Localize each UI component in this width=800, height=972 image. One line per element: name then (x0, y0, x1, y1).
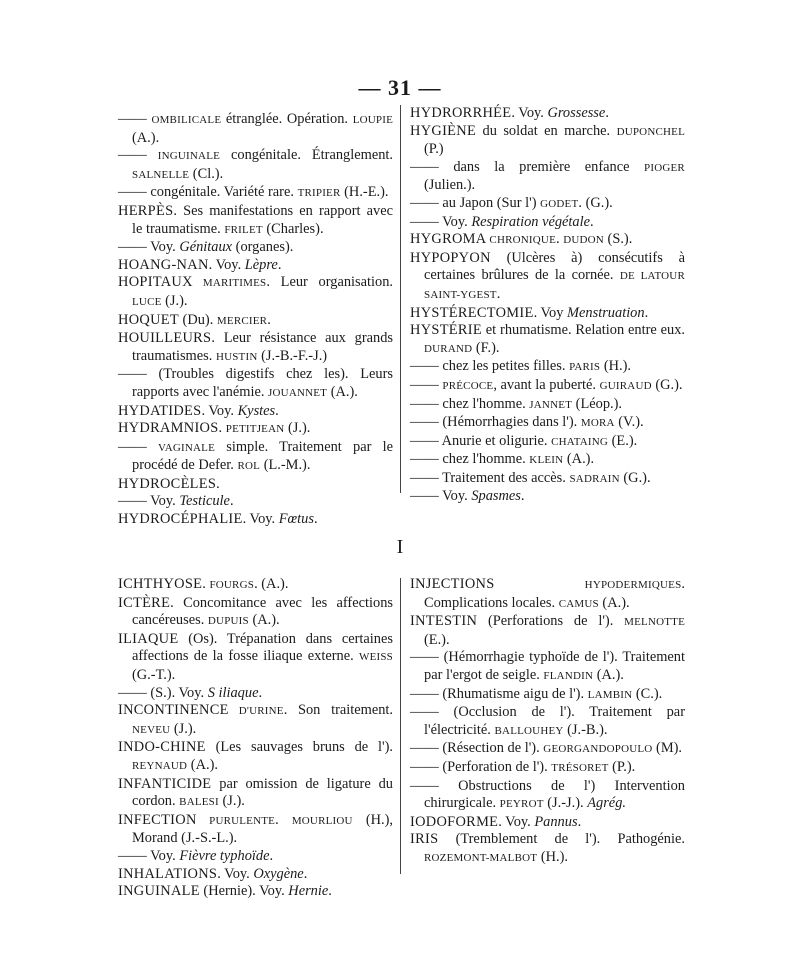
entry-headword: INJECTIONS (410, 576, 495, 592)
ditto-dash: —— (410, 649, 444, 666)
entry-text: (Ulcères à) consécutifs à certaines brûlures de la cornée. (424, 249, 685, 284)
entry-author: BALLOUHEY (494, 724, 564, 737)
entry-text-after: . (269, 847, 274, 864)
entry-headword: HOANG-NAN (118, 256, 209, 273)
entry-text-after: . (520, 488, 525, 505)
entry-text-after: . (G.). (578, 194, 613, 211)
index-entry (118, 493, 393, 511)
index-entry (410, 195, 685, 214)
entry-cross-reference: Pannus (534, 813, 578, 830)
entry-cross-reference: Génitaux (179, 239, 233, 256)
entry-text-after: (M). (652, 740, 683, 757)
entry-text-after: . (277, 256, 282, 273)
ditto-dash: —— (118, 111, 152, 127)
entry-text-after: (G.). (651, 376, 683, 393)
entry-cross-reference: Lèpre (244, 256, 278, 273)
entry-headword: HYSTÉRIE (410, 322, 482, 339)
entry-text-after: (L.-M.). (260, 457, 311, 474)
entry-headword: INFANTICIDE (118, 775, 212, 792)
ditto-dash: —— (118, 847, 151, 864)
index-entry (118, 111, 393, 147)
entry-text-after: (J.). (170, 720, 197, 737)
entry-text: . (275, 811, 292, 828)
entry-text-after: (P.) (424, 141, 444, 158)
entry-text-after: (H.). (537, 848, 568, 865)
entry-subterm: PURULENTE (196, 814, 276, 827)
ditto-dash: —— (118, 239, 151, 256)
entry-text: et rhumatisme. Relation entre eux. (481, 322, 685, 339)
entry-text-after: (G.-T.). (132, 666, 176, 683)
entry-headword: HYDROCÉPHALIE (118, 511, 243, 528)
entry-author: ROL (237, 460, 261, 473)
entry-cross-reference: Kystes (237, 402, 276, 419)
entry-text: . Voy. (242, 511, 279, 528)
ditto-dash: —— (410, 704, 454, 721)
entry-text-after: (P.). (608, 758, 636, 775)
entry-cross-reference: Fièvre typhoïde (179, 847, 270, 864)
entry-headword: INFECTION (118, 811, 197, 828)
entry-author: WEISS (359, 651, 393, 664)
entry-subterm: PRÉCOCE (442, 379, 494, 392)
index-column-top-right (410, 105, 685, 506)
index-entry (410, 451, 685, 470)
index-entry (118, 476, 393, 494)
entry-text-after: (Julien.). (424, 177, 476, 194)
entry-subterm: MARITIMES (192, 277, 267, 290)
entry-author: CAMUS (558, 597, 599, 610)
entry-text: . Voy (533, 304, 568, 321)
entry-text: (Occlusion de l'). Traitement par l'électricité. (424, 704, 685, 738)
entry-text-after: (J.). (284, 420, 311, 437)
entry-text: (Du). (178, 311, 217, 328)
entry-headword: ICHTHYOSE (118, 576, 203, 592)
ditto-dash: —— (410, 777, 459, 794)
entry-text: Voy. (150, 847, 180, 864)
ditto-dash: —— (410, 685, 443, 702)
entry-text: (Perforations de l'). (477, 613, 625, 630)
entry-text: . Concomitance avec les affections cancéreuses. (132, 594, 393, 629)
entry-author: LUCE (132, 295, 162, 308)
index-entry (118, 511, 393, 529)
index-entry (410, 214, 685, 232)
entry-author: FRILET (224, 223, 263, 236)
index-entry (410, 414, 685, 433)
entry-text: . Ses manifestations en rapport avec le traumatisme. (132, 202, 393, 237)
index-entry (410, 759, 685, 778)
entry-subterm: OMBILICALE (151, 114, 222, 126)
entry-author: DE LATOUR SAINT-YGEST (424, 270, 685, 301)
ditto-dash: —— (118, 684, 151, 701)
entry-text-after: . (328, 883, 332, 900)
entry-author: FOURGS (209, 579, 255, 591)
entry-text: . Leur résistance aux grands traumatismes. (132, 330, 393, 364)
entry-text: Voy. (442, 213, 472, 230)
entry-author: GODET (540, 197, 579, 210)
index-entry (118, 439, 393, 476)
index-entry (410, 470, 685, 489)
entry-text-after: (A.). (327, 383, 358, 400)
entry-text-after: . (644, 304, 649, 321)
index-entry (118, 631, 393, 685)
entry-headword: INHALATIONS (118, 865, 218, 882)
index-entry (410, 377, 685, 396)
entry-text: du soldat en marche. (476, 122, 617, 139)
index-entry (410, 105, 685, 123)
entry-text: . Voy. (511, 105, 548, 121)
index-column-bottom-left (118, 576, 393, 901)
entry-text: . Voy. (217, 865, 254, 882)
entry-text: simple. Traitement par le procédé de Defer. (132, 438, 394, 474)
entry-text-after: . (605, 105, 609, 121)
index-entry (118, 702, 393, 739)
entry-author: PETITJEAN (225, 423, 285, 436)
entry-headword: INTESTIN (410, 613, 478, 630)
entry-text: congénitale. Variété rare. (150, 184, 298, 201)
entry-text-after: . (577, 813, 582, 830)
entry-text-after: . (275, 402, 279, 419)
ditto-dash: —— (410, 758, 443, 775)
entry-author: FLANDIN (543, 669, 594, 682)
index-entry (118, 595, 393, 631)
entry-text: au Japon (Sur l') (442, 194, 541, 211)
index-entry (118, 739, 393, 775)
entry-text-after: . (590, 213, 594, 230)
entry-text: Obstructions de l') Intervention chirurgicale. (424, 777, 685, 812)
entry-text: . (202, 576, 210, 592)
entry-subterm: HYPODERMIQUES (494, 579, 682, 591)
entry-text: par omission de ligature du cordon. (132, 775, 393, 810)
entry-text: . Leur organisation. (266, 274, 393, 291)
entry-text: . Voy. (201, 402, 238, 419)
entry-text: chez l'homme. (442, 395, 530, 412)
entry-author: MELNOTTE (624, 616, 685, 629)
index-entry (118, 576, 393, 595)
index-entry (410, 305, 685, 323)
entry-text-after: (Charles). (262, 220, 324, 237)
entry-author: JANNET (529, 398, 573, 411)
entry-text-after: (A.). (593, 666, 624, 683)
entry-text: dans la première enfance (453, 158, 645, 175)
entry-text: (S.). Voy. (150, 684, 208, 701)
entry-text-after: (J.-B.). (563, 721, 608, 738)
entry-text-after: . (267, 311, 271, 328)
entry-text: . Son traitement. (283, 702, 394, 719)
index-entry (118, 685, 393, 703)
index-entry (118, 312, 393, 331)
ditto-dash: —— (410, 158, 454, 175)
index-entry (118, 366, 393, 402)
entry-headword: HYDRORRHÉE (410, 105, 512, 121)
entry-author: DUPONCHEL (616, 125, 685, 138)
entry-text: (Hémorrhagies dans l'). (442, 414, 581, 431)
entry-headword: INDO-CHINE (118, 739, 206, 756)
entry-author: MORA (580, 417, 615, 430)
entry-cross-reference: Oxygène (253, 865, 304, 882)
entry-cross-reference: Testicule (179, 493, 230, 510)
index-entry (118, 883, 393, 901)
entry-headword: HOUILLEURS (118, 330, 212, 347)
entry-headword: HYGIÈNE (410, 122, 477, 139)
ditto-dash: —— (410, 488, 443, 505)
entry-headword: HYSTÉRECTOMIE (410, 304, 534, 321)
entry-text-after: (V.). (614, 414, 644, 431)
entry-text-after: . (A.). (254, 576, 289, 592)
entry-text-after: (A.). (187, 756, 218, 773)
entry-author: GUIRAUD (599, 379, 652, 392)
ditto-dash: —— (118, 438, 159, 455)
entry-author: TRIPIER (297, 187, 341, 200)
index-entry (410, 649, 685, 685)
entry-cross-reference: Hernie (288, 883, 329, 900)
entry-author: BALESI (179, 796, 219, 809)
entry-author: JOUANNET (268, 386, 328, 399)
index-entry (118, 274, 393, 311)
entry-text-after: (J.-J.). (543, 795, 588, 812)
entry-text-after: (Cl.). (189, 165, 224, 182)
ditto-dash: —— (118, 493, 151, 510)
entry-text-after: (A.). (563, 451, 595, 468)
entry-text: congénitale. Étranglement. (220, 147, 393, 164)
index-entry (410, 433, 685, 452)
entry-text-after: (A.). (248, 612, 280, 629)
ditto-dash: —— (410, 414, 443, 431)
index-entry (410, 159, 685, 195)
index-entry (410, 778, 685, 814)
entry-text: . Complications locales. (424, 576, 685, 611)
index-column-bottom-right (410, 576, 685, 868)
entry-text: (Résection de l'). (442, 740, 544, 757)
entry-text: Voy. (442, 488, 472, 505)
index-entry (410, 396, 685, 415)
index-entry (118, 420, 393, 439)
entry-author: PEYROT (499, 798, 544, 811)
index-entry (410, 686, 685, 705)
entry-text-after: . (229, 493, 234, 510)
entry-headword: INCONTINENCE (118, 702, 229, 719)
entry-text: (Os). Trépanation dans certaines affections de la fosse iliaque externe. (132, 630, 393, 665)
entry-author: NEVEU (132, 723, 171, 736)
entry-author: TRÉSORET (551, 761, 609, 774)
column-divider-top (400, 105, 401, 493)
entry-text-after: (organes). (232, 239, 294, 256)
entry-author: ROZEMONT-MALBOT (424, 851, 538, 864)
entry-text-after: (H.-E.). (340, 184, 389, 201)
index-entry (118, 239, 393, 257)
entry-author: LOUPIE (352, 114, 393, 126)
index-entry (118, 848, 393, 866)
entry-text: . Voy. (498, 813, 535, 830)
entry-text: , avant la puberté. (493, 376, 600, 393)
entry-headword: ILIAQUE (118, 630, 179, 647)
index-entry (118, 866, 393, 884)
entry-text-after: (H.), Morand (J.-S.-L.). (132, 811, 393, 847)
entry-author: DUDON (563, 234, 604, 247)
ditto-dash: —— (410, 376, 443, 393)
ditto-dash: —— (118, 184, 151, 201)
entry-cross-reference: Menstruation (567, 304, 645, 321)
index-entry (410, 814, 685, 832)
entry-author: DURAND (424, 342, 473, 355)
entry-author: REYNAUD (132, 759, 188, 772)
ditto-dash: —— (410, 740, 443, 757)
entry-subterm: CHRONIQUE (486, 234, 556, 247)
entry-cross-reference: Spasmes (471, 488, 521, 505)
entry-text: Traitement des accès. (442, 469, 570, 486)
index-entry (410, 576, 685, 613)
entry-text: . (218, 420, 226, 437)
ditto-dash: —— (118, 366, 159, 383)
ditto-dash: —— (410, 213, 443, 230)
entry-text-after: (J.). (218, 793, 245, 810)
entry-text-after: (S.). (603, 231, 633, 248)
index-entry (118, 403, 393, 421)
index-entry (410, 250, 685, 305)
entry-headword: HOQUET (118, 311, 179, 328)
entry-text-after: (Léop.). (572, 395, 623, 412)
index-entry (410, 831, 685, 867)
entry-text-after: (F.). (472, 339, 500, 356)
entry-text: (Troubles digestifs chez les). Leurs rapports avec l'anémie. (132, 366, 393, 400)
index-entry (118, 257, 393, 275)
entry-cross-reference: Respiration végétale (471, 213, 591, 230)
entry-headword: HYDROCÈLES (118, 475, 217, 492)
ditto-dash: —— (410, 358, 443, 375)
index-entry (118, 203, 393, 239)
index-entry (118, 147, 393, 184)
column-divider-bottom (400, 578, 401, 874)
entry-text-after: (A.). (598, 594, 630, 611)
ditto-dash: —— (410, 451, 443, 468)
index-entry (410, 123, 685, 159)
index-entry (410, 613, 685, 649)
entry-subterm: INGUINALE (157, 150, 221, 163)
entry-text-after: (J.-B.-F.-J.) (257, 347, 328, 364)
entry-text-after: (E.). (608, 432, 638, 449)
entry-text: (Hernie). Voy. (199, 883, 289, 900)
entry-headword: HERPÈS (118, 202, 174, 219)
ditto-dash: —— (410, 469, 443, 486)
entry-author: DUPUIS (207, 615, 249, 628)
ditto-dash: —— (410, 194, 443, 211)
entry-text-after: . (496, 285, 501, 302)
entry-text-after: (J.). (161, 292, 188, 309)
entry-headword: ICTÈRE (118, 594, 171, 611)
entry-cross-reference: S iliaque (207, 684, 259, 701)
entry-text-after: (C.). (632, 685, 663, 702)
entry-text: Voy. (150, 239, 180, 256)
entry-text: (Perforation de l'). (442, 758, 552, 775)
entry-author: PARIS (569, 361, 601, 374)
entry-text: chez l'homme. (442, 451, 530, 468)
index-entry (118, 330, 393, 366)
entry-subterm: D'URINE (228, 705, 284, 718)
ditto-dash: —— (118, 147, 158, 164)
entry-author: GEORGANDOPOULO (543, 743, 653, 756)
ditto-dash: —— (410, 432, 442, 449)
ditto-dash: —— (410, 395, 443, 412)
entry-text: Anurie et oligurie. (441, 432, 552, 449)
entry-headword: HYDRAMNIOS (118, 420, 219, 437)
index-entry (410, 740, 685, 759)
entry-text: (Rhumatisme aigu de l'). (442, 685, 588, 702)
page-number: — 31 — (358, 75, 442, 100)
entry-text-after: . (303, 865, 308, 882)
entry-text: chez les petites filles. (442, 358, 570, 375)
index-entry (118, 184, 393, 203)
entry-text-after: (G.). (619, 469, 651, 486)
index-entry (410, 322, 685, 358)
entry-text: (Tremblement de l'). Pathogénie. (438, 831, 685, 848)
entry-headword: IRIS (410, 831, 439, 848)
section-letter: I (396, 536, 404, 558)
entry-author: CHATAING (551, 435, 609, 448)
entry-author: LAMBIN (587, 688, 633, 701)
entry-cross-reference: Fœtus (278, 511, 314, 528)
index-column-top-left (118, 111, 393, 529)
entry-author: MOURLIOU (291, 814, 353, 827)
entry-author: SADRAIN (569, 472, 620, 485)
entry-text: étranglée. Opération. (221, 111, 353, 127)
entry-text-after: (E.). (424, 631, 450, 648)
entry-headword: HOPITAUX (118, 274, 193, 291)
entry-author: HUSTIN (215, 350, 258, 363)
entry-subterm: VAGINALE (158, 441, 216, 454)
index-entry (410, 358, 685, 377)
entry-headword: INGUINALE (118, 883, 200, 900)
entry-text-after: (H.). (600, 358, 632, 375)
entry-text: . Voy. (208, 256, 245, 273)
index-entry (410, 488, 685, 506)
entry-author: KLEIN (529, 454, 564, 467)
entry-text: . (556, 231, 564, 248)
index-entry (410, 231, 685, 250)
index-entry (118, 776, 393, 812)
entry-headword: IODOFORME (410, 813, 499, 830)
entry-note: Agrég. (587, 795, 626, 812)
entry-text: (Hémorrhagie typhoïde de l'). Traitement par l'ergot de seigle. (424, 649, 685, 683)
index-entry (410, 704, 685, 740)
entry-text-after: . (313, 511, 318, 528)
entry-text-after: (A.). (132, 129, 160, 146)
entry-author: SALNELLE (132, 168, 190, 181)
entry-cross-reference: Grossesse (547, 105, 606, 121)
entry-text-after: . (258, 684, 263, 701)
entry-author: MERCIER (216, 314, 268, 327)
entry-headword: HYDATIDES (118, 402, 202, 419)
entry-text: . (216, 475, 220, 492)
entry-headword: HYGROMA (410, 231, 487, 248)
index-entry (118, 812, 393, 848)
entry-text: (Les sauvages bruns de l'). (205, 739, 393, 756)
entry-author: PIOGER (644, 161, 685, 174)
entry-text: Voy. (150, 493, 180, 510)
entry-headword: HYPOPYON (410, 249, 491, 266)
